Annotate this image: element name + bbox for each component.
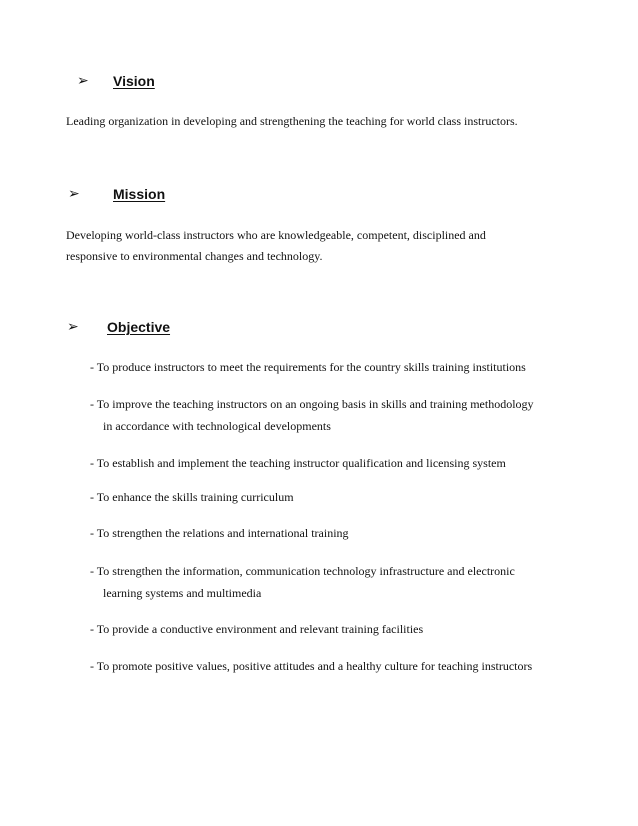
objective-title: Objective [107,319,171,335]
arrow-bullet-icon: ➢ [68,186,80,202]
vision-text: Leading organization in developing and strengthening the teaching for world class instructors. [66,114,518,128]
objective-item [90,654,532,679]
objective-item [90,559,515,606]
objective-item-text: - To provide a conductive environment and relevant training facilities [90,622,424,636]
mission-text-line-1: Developing world-class instructors who are knowledgeable, competent, disciplined and [66,228,486,242]
objective-item-continuation: learning systems and multimedia [103,586,262,600]
objective-item-continuation: in accordance with technological developments [103,419,331,433]
objective-item [90,485,294,510]
arrow-bullet-icon: ➢ [77,73,89,89]
objective-item-text: - To establish and implement the teaching instructor qualification and licensing system [90,456,506,470]
vision-heading [77,73,155,89]
objective-item [90,355,526,380]
mission-heading [68,186,165,202]
objective-heading [67,319,170,335]
mission-title: Mission [113,186,166,202]
objective-item [90,617,423,642]
objective-item [90,521,349,546]
objective-item [90,392,534,439]
objective-item-text: - To improve the teaching instructors on an ongoing basis in skills and training methodology [90,397,534,411]
objective-item-text: - To produce instructors to meet the requirements for the country skills training institutions [90,360,526,374]
mission-text-line-2: responsive to environmental changes and technology. [66,249,323,263]
objective-item-text: - To enhance the skills training curriculum [90,490,294,504]
vision-title: Vision [113,73,155,89]
objective-item-text: - To strengthen the relations and international training [90,526,349,540]
arrow-bullet-icon: ➢ [67,319,79,335]
objective-item-text: - To strengthen the information, communication technology infrastructure and electronic [90,564,515,578]
objective-item-text: - To promote positive values, positive attitudes and a healthy culture for teaching instructors [90,659,533,673]
objective-item [90,451,506,476]
